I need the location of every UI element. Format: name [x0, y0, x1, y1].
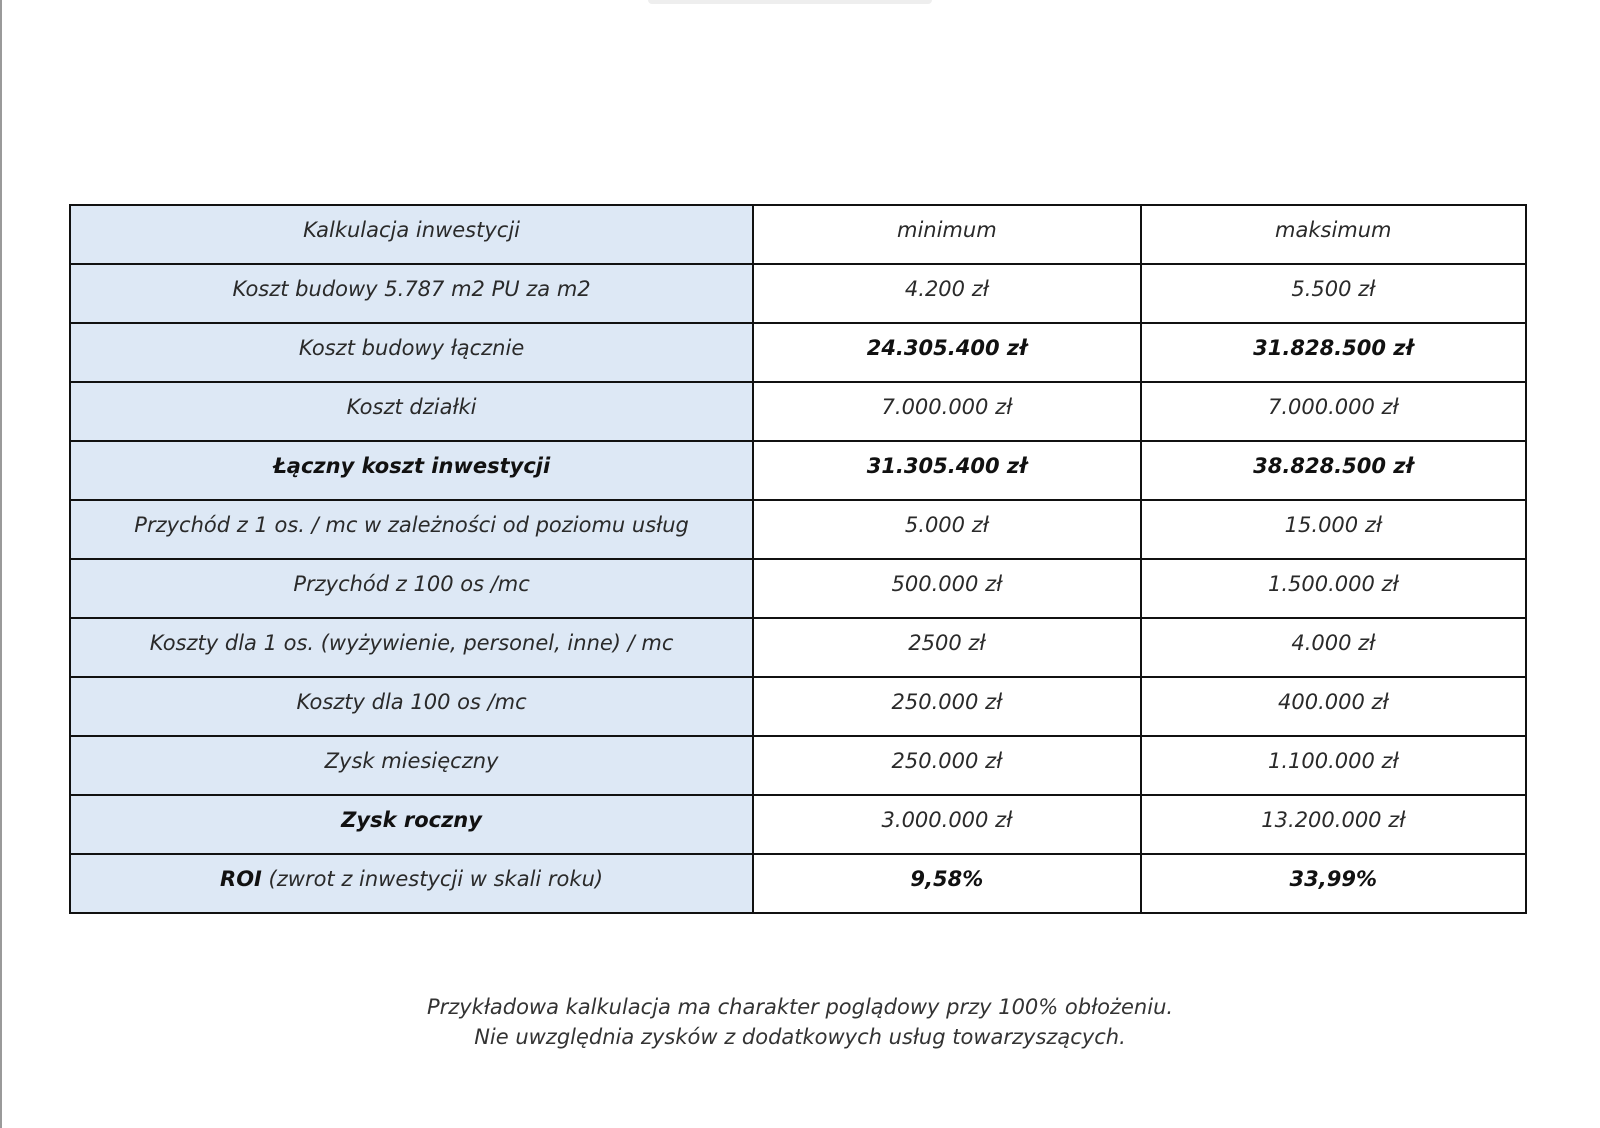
row-min-value: 3.000.000 zł [753, 795, 1140, 854]
row-label: Przychód z 100 os /mc [70, 559, 753, 618]
table-row [70, 677, 1526, 736]
disclaimer-footnote [0, 992, 1600, 1052]
roi-row [70, 854, 1526, 913]
table-row [70, 382, 1526, 441]
table-row [70, 736, 1526, 795]
table-header-row [70, 205, 1526, 264]
row-min-value: 4.200 zł [753, 264, 1140, 323]
table-row [70, 264, 1526, 323]
table-row [70, 559, 1526, 618]
row-min-value: 500.000 zł [753, 559, 1140, 618]
row-label: Koszt budowy łącznie [70, 323, 753, 382]
row-label: Koszt działki [70, 382, 753, 441]
header-calculation: Kalkulacja inwestycji [70, 205, 753, 264]
row-min-value: 250.000 zł [753, 677, 1140, 736]
row-label: Koszt budowy 5.787 m2 PU za m2 [70, 264, 753, 323]
roi-label-strong: ROI [220, 867, 262, 891]
table-row [70, 795, 1526, 854]
row-min-value: 2500 zł [753, 618, 1140, 677]
roi-max-value: 33,99% [1141, 854, 1526, 913]
row-label: Łączny koszt inwestycji [70, 441, 753, 500]
footnote-line-2: Nie uwzględnia zysków z dodatkowych usług towarzyszących. [474, 1025, 1126, 1049]
header-minimum: minimum [753, 205, 1140, 264]
row-label: Koszty dla 1 os. (wyżywienie, personel, inne) / mc [70, 618, 753, 677]
row-min-value: 24.305.400 zł [753, 323, 1140, 382]
page-edge-line [0, 0, 2, 1128]
row-min-value: 7.000.000 zł [753, 382, 1140, 441]
row-max-value: 1.100.000 zł [1141, 736, 1526, 795]
roi-label-rest: (zwrot z inwestycji w skali roku) [261, 867, 604, 891]
row-max-value: 7.000.000 zł [1141, 382, 1526, 441]
table-row [70, 323, 1526, 382]
row-label: Koszty dla 100 os /mc [70, 677, 753, 736]
footnote-line-1: Przykładowa kalkulacja ma charakter poglądowy przy 100% obłożeniu. [426, 995, 1174, 1019]
row-min-value: 250.000 zł [753, 736, 1140, 795]
row-min-value: 31.305.400 zł [753, 441, 1140, 500]
top-scan-artifact [648, 0, 932, 4]
row-max-value: 1.500.000 zł [1141, 559, 1526, 618]
table-row [70, 500, 1526, 559]
row-max-value: 400.000 zł [1141, 677, 1526, 736]
row-max-value: 5.500 zł [1141, 264, 1526, 323]
roi-label [70, 854, 753, 913]
row-label: Zysk miesięczny [70, 736, 753, 795]
row-max-value: 31.828.500 zł [1141, 323, 1526, 382]
table-row [70, 618, 1526, 677]
row-max-value: 38.828.500 zł [1141, 441, 1526, 500]
row-label: Przychód z 1 os. / mc w zależności od poziomu usług [70, 500, 753, 559]
table-row [70, 441, 1526, 500]
roi-min-value: 9,58% [753, 854, 1140, 913]
row-min-value: 5.000 zł [753, 500, 1140, 559]
row-max-value: 13.200.000 zł [1141, 795, 1526, 854]
header-maximum: maksimum [1141, 205, 1526, 264]
investment-calculation-table [69, 204, 1527, 914]
row-max-value: 15.000 zł [1141, 500, 1526, 559]
row-max-value: 4.000 zł [1141, 618, 1526, 677]
row-label: Zysk roczny [70, 795, 753, 854]
